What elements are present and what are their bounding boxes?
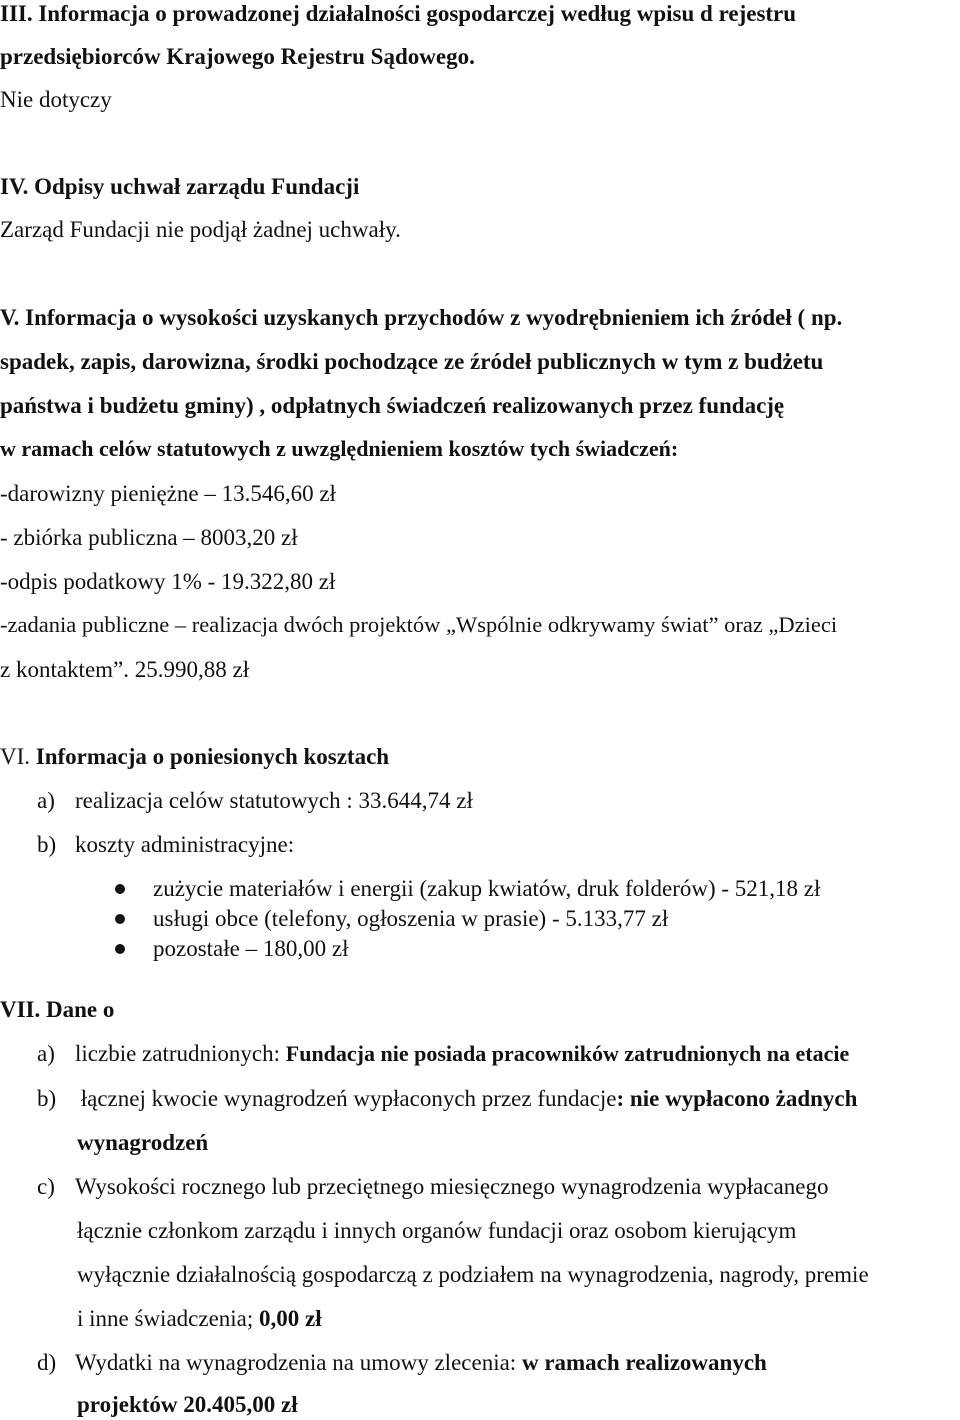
cost-item-label: b) <box>37 832 57 857</box>
section-5-title-line-4: w ramach celów statutowych z uwzględnieniem kosztów tych świadczeń: <box>0 436 679 461</box>
revenue-item: -zadania publiczne – realizacja dwóch projektów „Wspólnie odkrywamy świat” oraz „Dzieci <box>0 612 838 637</box>
data-item-label: b) <box>37 1086 57 1111</box>
data-item-label: c) <box>37 1174 55 1199</box>
admin-cost-bullet-item: usługi obce (telefony, ogłoszenia w prasie) - 5.133,77 zł <box>153 906 669 931</box>
cost-item-label: a) <box>37 788 55 813</box>
section-5-title-line-1: V. Informacja o wysokości uzyskanych przychodów z wyodrębnieniem ich źródeł ( np. <box>0 305 843 330</box>
section-6-title <box>0 745 389 768</box>
section-3-title-line-1: III. Informacja o prowadzonej działalności gospodarczej według wpisu d rejestru <box>0 1 797 26</box>
data-item-d-line-2: projektów 20.405,00 zł <box>77 1392 298 1417</box>
data-item-d <box>37 1351 767 1374</box>
section-7-title: VII. Dane o <box>0 997 115 1022</box>
section-6-title-prefix: VI. <box>0 744 31 769</box>
data-item-bold: Fundacja nie posiada pracowników zatrudnionych na etacie <box>285 1041 850 1066</box>
section-5-title-line-3: państwa i budżetu gminy) , odpłatnych świadczeń realizowanych przez fundację <box>0 393 785 418</box>
bullet-icon <box>115 944 125 954</box>
data-item-bold: w ramach realizowanych <box>521 1350 767 1375</box>
data-item-c <box>37 1175 828 1198</box>
data-item-c-line-4 <box>77 1307 322 1330</box>
admin-cost-bullet-item: zużycie materiałów i energii (zakup kwiatów, druk folderów) - 521,18 zł <box>153 876 821 901</box>
revenue-item: -odpis podatkowy 1% - 19.322,80 zł <box>0 569 336 594</box>
data-item-text: i inne świadczenia; <box>77 1306 260 1331</box>
cost-item-text: realizacja celów statutowych : 33.644,74 zł <box>75 788 473 813</box>
revenue-item: z kontaktem”. 25.990,88 zł <box>0 657 250 682</box>
data-item-b-line-2: wynagrodzeń <box>77 1130 209 1155</box>
revenue-item: -darowizny pieniężne – 13.546,60 zł <box>0 481 336 506</box>
cost-item-text: koszty administracyjne: <box>75 832 295 857</box>
data-item-text: Wydatki na wynagrodzenia na umowy zlecenia: <box>75 1350 522 1375</box>
bullet-icon <box>115 884 125 894</box>
data-item-text: łącznej kwocie wynagrodzeń wypłaconych przez fundacje <box>75 1086 617 1111</box>
data-item-c-line-3: wyłącznie działalnością gospodarczą z podziałem na wynagrodzenia, nagrody, premie <box>77 1262 869 1287</box>
section-4-title: IV. Odpisy uchwał zarządu Fundacji <box>0 174 360 199</box>
bullet-icon <box>115 914 125 924</box>
admin-cost-bullet-item: pozostałe – 180,00 zł <box>153 936 349 961</box>
data-item-c-line-2: łącznie członkom zarządu i innych organów fundacji oraz osobom kierującym <box>77 1218 797 1243</box>
section-5-title-line-2: spadek, zapis, darowizna, środki pochodzące ze źródeł publicznych w tym z budżetu <box>0 349 824 374</box>
data-item-label: a) <box>37 1041 55 1066</box>
section-3-title-line-2: przedsiębiorców Krajowego Rejestru Sądowego. <box>0 44 475 69</box>
section-4-body: Zarząd Fundacji nie podjął żadnej uchwały. <box>0 217 401 242</box>
revenue-item: - zbiórka publiczna – 8003,20 zł <box>0 525 298 550</box>
section-6-title-text: Informacja o poniesionych kosztach <box>30 744 390 769</box>
cost-item <box>37 789 473 812</box>
data-item-label: d) <box>37 1350 57 1375</box>
data-item-b <box>37 1087 857 1110</box>
cost-item <box>37 833 294 856</box>
data-item-a <box>37 1042 849 1065</box>
data-item-text: liczbie zatrudnionych: <box>75 1041 286 1066</box>
data-item-text: Wysokości rocznego lub przeciętnego miesięcznego wynagrodzenia wypłacanego <box>75 1174 829 1199</box>
data-item-bold: : nie wypłacono żadnych <box>616 1086 858 1111</box>
data-item-bold: 0,00 zł <box>259 1306 322 1331</box>
section-3-body: Nie dotyczy <box>0 87 112 112</box>
